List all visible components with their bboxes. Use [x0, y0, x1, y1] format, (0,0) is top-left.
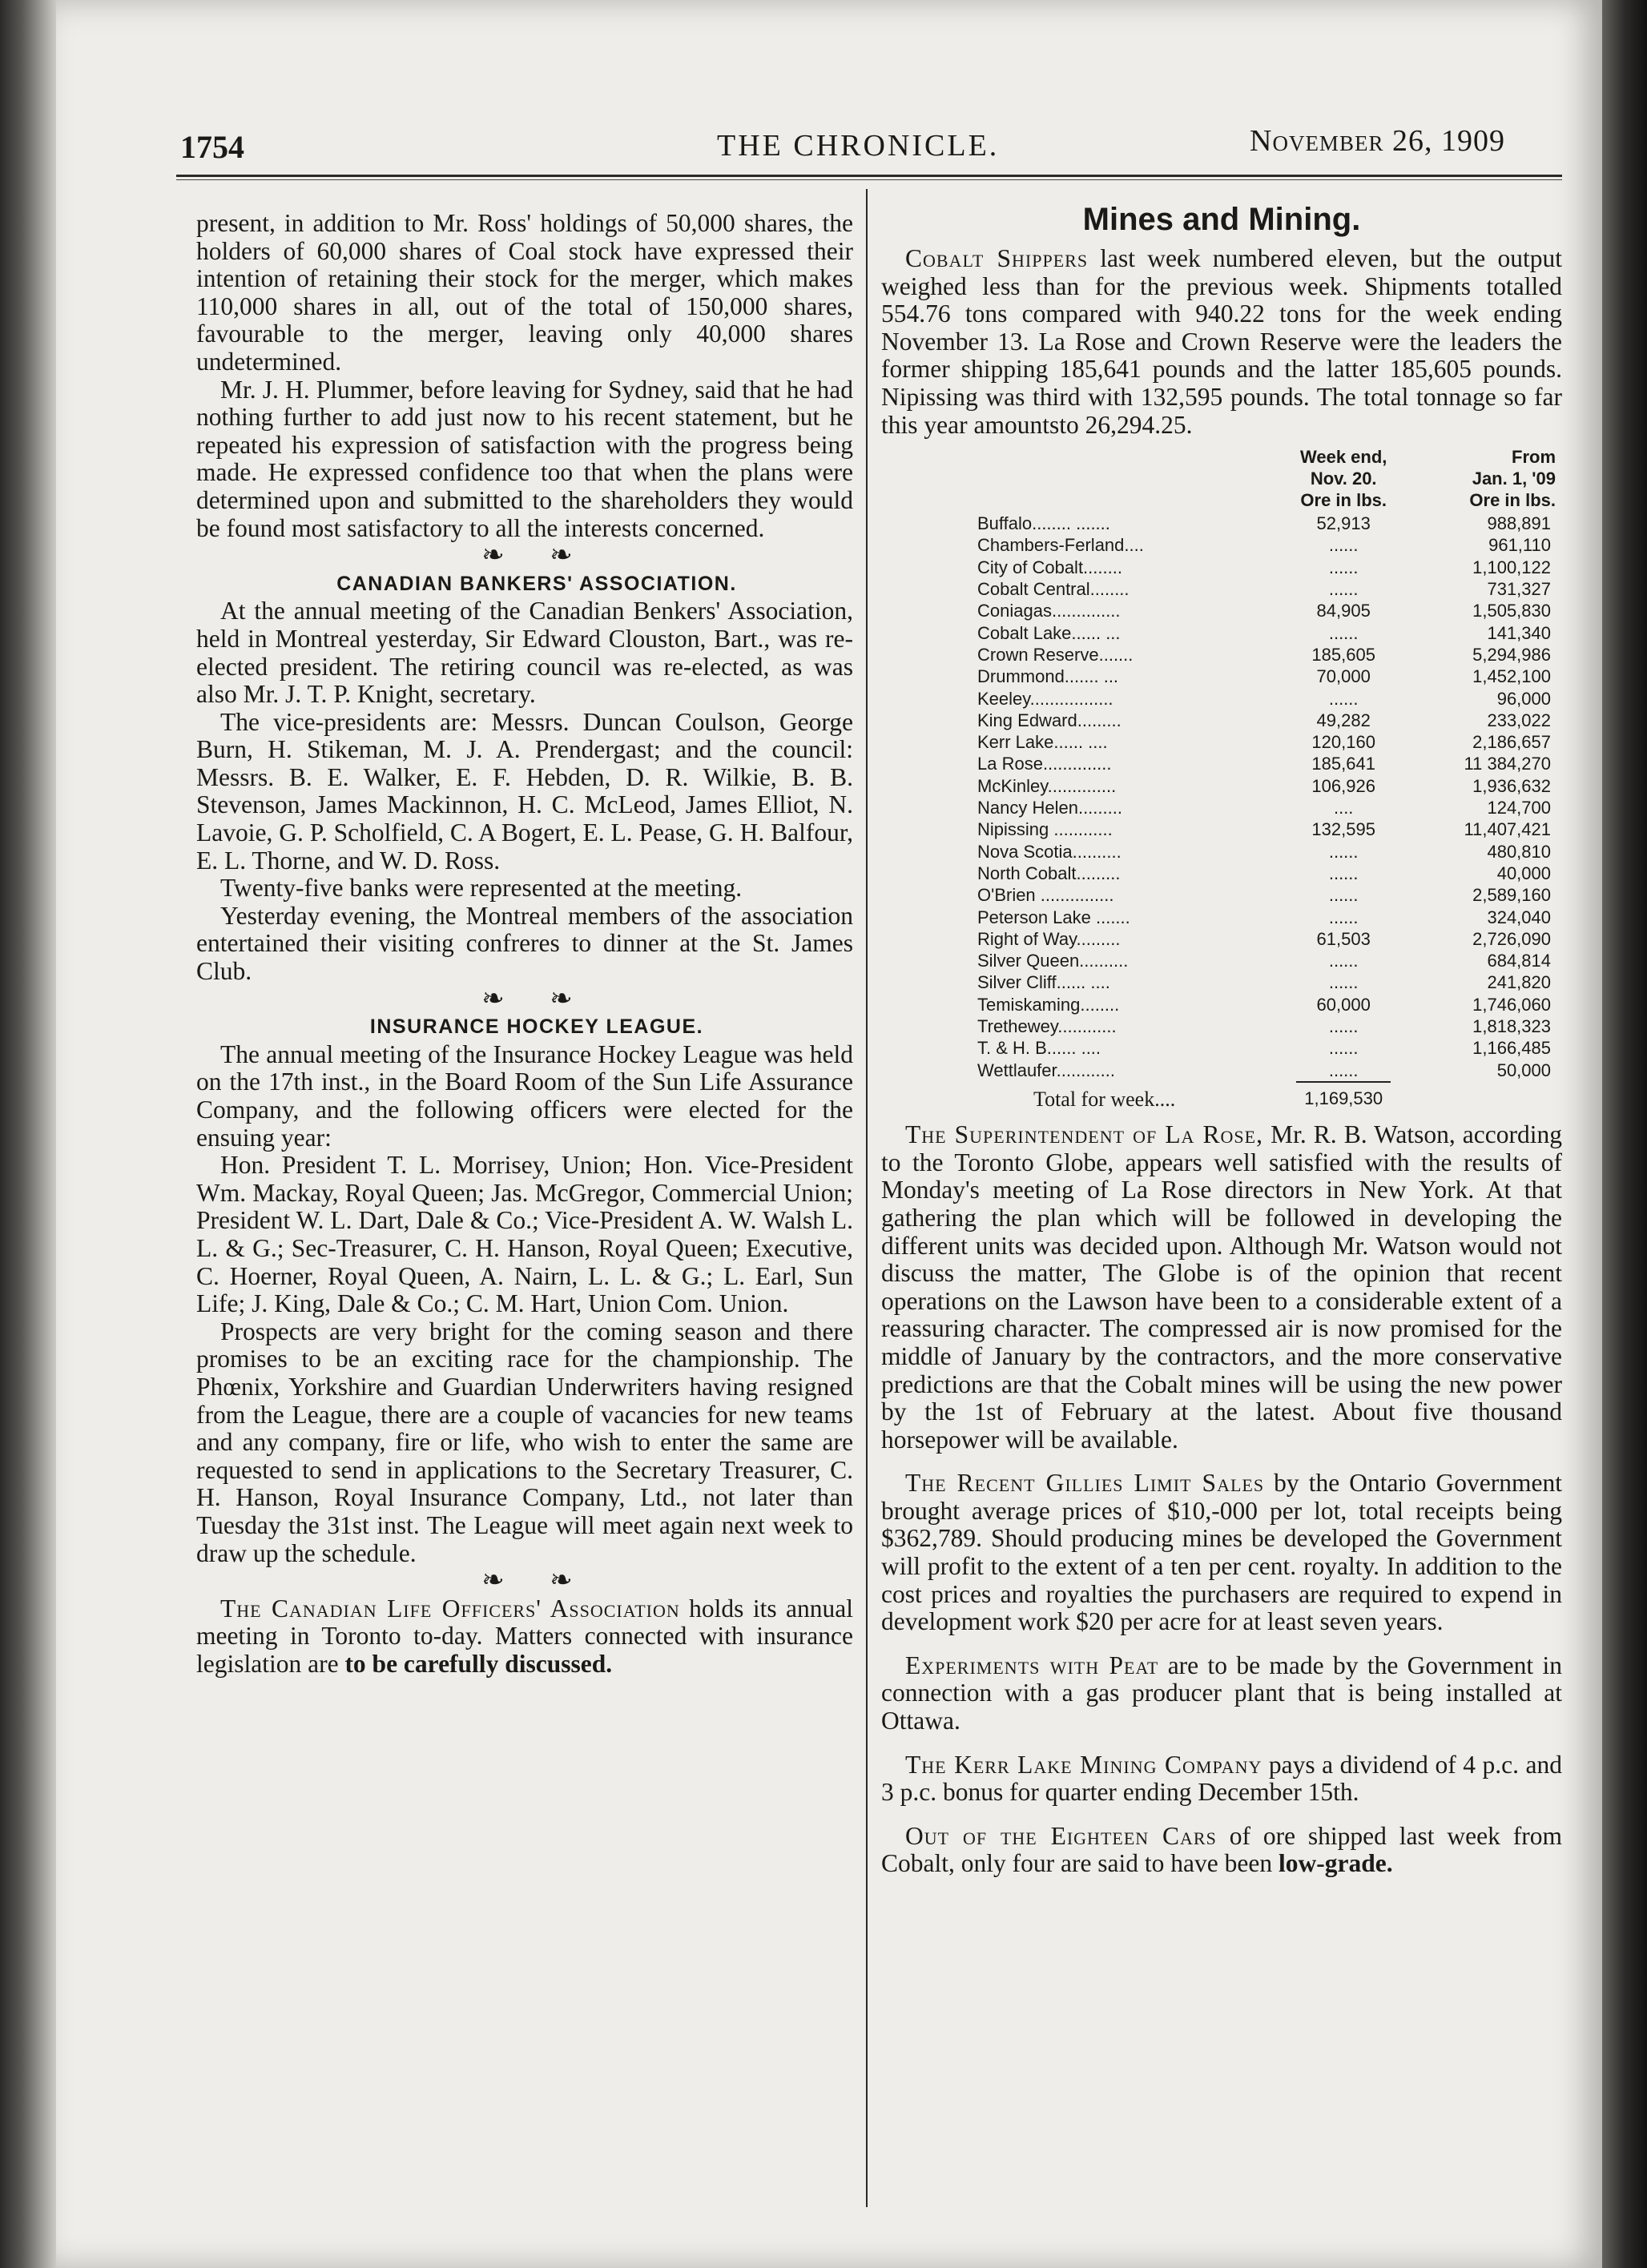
year-value: 40,000	[1496, 863, 1551, 883]
header-rule-thin	[176, 179, 1562, 180]
year-value: 1,452,100	[1472, 666, 1551, 687]
week-value: 132,595	[1311, 819, 1375, 840]
year-value: 50,000	[1496, 1060, 1551, 1080]
page-number: 1754	[180, 129, 244, 165]
mine-name: Buffalo........ .......	[977, 513, 1110, 534]
bankers-association-heading: CANADIAN BANKERS' ASSOCIATION.	[336, 572, 737, 595]
table-header-week	[1296, 445, 1391, 513]
life-officers-bold: to be carefully discussed.	[344, 1649, 613, 1678]
week-value: ......	[1328, 1015, 1359, 1036]
mine-name: Trethewey............	[977, 1015, 1117, 1036]
table-row	[977, 950, 1562, 971]
week-value: ......	[1328, 622, 1359, 643]
total-label: Total for week....	[1033, 1087, 1176, 1111]
week-value: 185,605	[1311, 644, 1375, 665]
mine-name: McKinley..............	[977, 775, 1117, 796]
cars-lead: Out of the Eighteen Cars	[905, 1821, 1217, 1850]
mine-name: Drummond....... ...	[977, 666, 1119, 687]
table-row	[977, 557, 1562, 578]
week-value: ......	[1328, 863, 1359, 883]
table-row	[977, 1037, 1562, 1059]
hockey-league-heading: INSURANCE HOCKEY LEAGUE.	[369, 1015, 704, 1039]
table-row	[977, 710, 1562, 731]
mine-name: Temiskaming........	[977, 994, 1120, 1015]
year-value: 124,700	[1487, 798, 1551, 818]
week-value: 185,641	[1311, 754, 1375, 774]
cobalt-shippers-lead: Cobalt Shippers	[905, 244, 1089, 272]
mine-name: O'Brien ...............	[977, 885, 1114, 906]
plummer-paragraph: Mr. J. H. Plummer, before leaving for Sydney, said that he had nothing further to add just now to his recent statement, but he repeated his expression of satisfaction with the progress being made. He expressed confidence too that when the plans were determined upon and submitted to the shareholders they would be found most satisfactory to all the interests concerned.	[196, 375, 853, 542]
week-value: ......	[1328, 1060, 1359, 1080]
week-value: ......	[1328, 972, 1359, 993]
table-row	[977, 1060, 1562, 1082]
total-empty	[1391, 1082, 1562, 1110]
bankers-paragraph-2: The vice-presidents are: Messrs. Duncan Coulson, George Burn, H. Stikeman, M. J. A. Prendergast; and the council: Messrs. B. E. Walker, E. F. Hebden, D. R. Wilkie, B. B. Stevenson, James Mackinnon, H. C. McLeod, James Elliot, N. Lavoie, G. P. Scholfield, C. A Bogert, E. L. Pease, G. H. Balfour, E. L. Thorne, and W. D. Ross.	[196, 707, 853, 875]
fleuron-ornament: ❧ ❧	[481, 541, 592, 571]
column-divider	[866, 189, 868, 2207]
total-row	[977, 1082, 1562, 1110]
cobalt-shippers-paragraph	[881, 245, 1562, 439]
week-value: 70,000	[1316, 666, 1371, 687]
life-officers-paragraph	[196, 1595, 853, 1679]
fleuron-ornament-3: ❧ ❧	[481, 1566, 592, 1596]
table-row	[977, 928, 1562, 950]
mine-name: Right of Way.........	[977, 928, 1121, 949]
week-value: ......	[1328, 907, 1359, 927]
life-officers-lead: The Canadian Life Officers' Association	[220, 1594, 680, 1623]
superintendent-paragraph	[881, 1121, 1562, 1454]
total-value: 1,169,530	[1296, 1082, 1391, 1110]
life-officers-text: holds its annual meeting in Toronto to-day. Matters connected with insurance legislation are	[196, 1594, 853, 1678]
year-value: 141,340	[1487, 622, 1551, 643]
table-row	[977, 666, 1562, 687]
year-value: 1,818,323	[1472, 1015, 1551, 1036]
mine-name: Crown Reserve.......	[977, 644, 1134, 665]
peat-paragraph	[881, 1652, 1562, 1735]
year-value: 241,820	[1487, 972, 1551, 993]
year-value: 684,814	[1487, 951, 1551, 971]
mines-heading: Mines and Mining.	[1082, 202, 1361, 237]
mine-name: Peterson Lake .......	[977, 907, 1130, 927]
gillies-paragraph	[881, 1470, 1562, 1636]
table-row	[977, 731, 1562, 753]
table-row	[977, 1015, 1562, 1037]
year-value: 1,100,122	[1472, 557, 1551, 577]
cars-paragraph	[881, 1823, 1562, 1878]
table-row	[977, 841, 1562, 863]
cars-text: of ore shipped last week from Cobalt, only four are said to have been	[881, 1821, 1562, 1878]
table-row	[977, 971, 1562, 993]
year-header-line-2: Jan. 1, '09	[1472, 468, 1556, 489]
gillies-text: by the Ontario Government brought average prices of $10,-000 per lot, total receipts being $362,789. Should producing mines be developed the Government will profit to the extent of a ten per cent. royalty. In addition to the cost prices and royalties the purchasers are required to expend in development work $20 per acre for at least seven years.	[881, 1469, 1562, 1636]
peat-text: are to be made by the Government in connection with a gas producer plant that is being installed at Ottawa.	[881, 1651, 1562, 1735]
week-value: ......	[1328, 557, 1359, 577]
table-header-name	[977, 445, 1296, 513]
table-row	[977, 644, 1562, 666]
superintendent-lead: The Superintendent of La Rose,	[905, 1120, 1263, 1149]
table-row	[977, 622, 1562, 644]
table-row	[977, 600, 1562, 621]
week-value: 52,913	[1316, 513, 1371, 534]
year-header-line-1: From	[1512, 447, 1556, 468]
page-header	[56, 120, 1602, 168]
bankers-paragraph-3: Twenty-five banks were represented at the meeting.	[220, 874, 743, 903]
mine-name: La Rose..............	[977, 754, 1112, 774]
bankers-paragraph-4: Yesterday evening, the Montreal members of the association entertained their visiting confreres to dinner at the St. James Club.	[196, 901, 853, 986]
publication-title: THE CHRONICLE.	[717, 129, 1000, 163]
year-value: 1,166,485	[1472, 1038, 1551, 1059]
table-row	[977, 818, 1562, 840]
hockey-paragraph-2: Hon. President T. L. Morrisey, Union; Hon. Vice-President Wm. Mackay, Royal Queen; Jas. McGregor, Commercial Union; President W. L. Dart, Dale & Co.; Vice-President A. W. Walsh L. L. & G.; Sec-Treasurer, C. H. Hanson, Royal Queen; Executive, C. Hoerner, Royal Queen, A. Nairn, L. L. & G.; L. Earl, Sun Life; J. King, Dale & Co.; C. M. Hart, Union Com. Union.	[196, 1151, 853, 1318]
gillies-lead: The Recent Gillies Limit Sales	[905, 1469, 1265, 1498]
week-value: 61,503	[1316, 928, 1371, 949]
week-value: 60,000	[1316, 994, 1371, 1015]
year-value: 11 384,270	[1464, 754, 1551, 774]
mine-name: Keeley.................	[977, 688, 1113, 709]
table-row	[977, 863, 1562, 884]
year-value: 2,186,657	[1472, 732, 1551, 753]
kerr-lake-lead: The Kerr Lake Mining Company	[905, 1750, 1262, 1779]
week-header-line-3: Ore in lbs.	[1300, 490, 1387, 511]
year-value: 233,022	[1487, 710, 1551, 730]
year-value: 961,110	[1488, 535, 1551, 556]
kerr-lake-paragraph	[881, 1751, 1562, 1807]
mine-name: Nipissing ............	[977, 819, 1113, 840]
table-row	[977, 578, 1562, 600]
mine-name: T. & H. B...... ....	[977, 1038, 1101, 1059]
mine-name: Wettlaufer............	[977, 1060, 1115, 1080]
table-row	[977, 884, 1562, 906]
week-value: ....	[1333, 798, 1354, 818]
year-value: 2,726,090	[1472, 928, 1551, 949]
year-value: 1,936,632	[1472, 775, 1551, 796]
mine-name: Cobalt Central........	[977, 579, 1130, 600]
table-row	[977, 753, 1562, 774]
year-value: 11,407,421	[1464, 819, 1551, 840]
year-value: 324,040	[1487, 907, 1551, 927]
mine-name: Coniagas..............	[977, 601, 1121, 621]
cobalt-shippers-text: last week numbered eleven, but the output weighed less than for the previous week. Shipments totalled 554.76 tons compared with 940.22 tons for the week ending November 13. La Rose and Crown Reserve were the leaders the former shipping 185,641 pounds and the latter 185,605 pounds. Nipissing was third with 132,595 pounds. The total tonnage so far this year amountsto 26,294.25.	[881, 244, 1562, 439]
bankers-paragraph-1: At the annual meeting of the Canadian Benkers' Association, held in Montreal yesterday, Sir Edward Clouston, Bart., was re-elected president. The retiring council was re-elected, as was also Mr. J. T. P. Knight, secretary.	[196, 597, 853, 709]
table-row	[977, 994, 1562, 1015]
table-header-row	[977, 445, 1562, 513]
week-value: ......	[1328, 688, 1359, 709]
newspaper-page	[56, 0, 1602, 2268]
week-value: ......	[1328, 841, 1359, 862]
mine-name: Chambers-Ferland....	[977, 535, 1144, 556]
year-value: 2,589,160	[1472, 885, 1551, 906]
mine-name: Silver Cliff...... ....	[977, 972, 1110, 993]
week-value: 84,905	[1316, 601, 1371, 621]
cars-bold: low-grade.	[1278, 1849, 1393, 1878]
week-value: ......	[1328, 579, 1359, 600]
header-rule	[176, 175, 1562, 177]
mine-name: North Cobalt.........	[977, 863, 1121, 883]
mine-name: Kerr Lake...... ....	[977, 732, 1108, 753]
week-value: ......	[1328, 885, 1359, 906]
page-edge-shadow	[1598, 0, 1647, 2268]
book-gutter	[0, 0, 62, 2268]
week-value: ......	[1328, 951, 1359, 971]
week-value: ......	[1328, 1038, 1359, 1059]
year-header-line-3: Ore in lbs.	[1469, 490, 1556, 511]
table-row	[977, 534, 1562, 556]
table-row	[977, 513, 1562, 534]
year-value: 480,810	[1487, 841, 1551, 862]
table-header-year	[1391, 445, 1562, 513]
merger-paragraph: present, in addition to Mr. Ross' holdings of 50,000 shares, the holders of 60,000 shares of Coal stock have expressed their intention of retaining their stock for the merger, which makes 110,000 shares in all, out of the total of 150,000 shares, favourable to the merger, leaving only 40,000 shares undetermined.	[196, 209, 853, 376]
table-row	[977, 907, 1562, 928]
table-row	[977, 775, 1562, 797]
mine-name: Nova Scotia..........	[977, 841, 1121, 862]
year-value: 1,746,060	[1472, 994, 1551, 1015]
mine-name: King Edward.........	[977, 710, 1121, 730]
kerr-lake-text: pays a dividend of 4 p.c. and 3 p.c. bonus for quarter ending December 15th.	[881, 1750, 1562, 1807]
shipments-table-body	[977, 513, 1562, 1082]
right-column	[881, 245, 1562, 1878]
week-value: 49,282	[1316, 710, 1371, 730]
hockey-paragraph-1: The annual meeting of the Insurance Hockey League was held on the 17th inst., in the Board Room of the Sun Life Assurance Company, and the following officers were elected for the ensuing year:	[196, 1040, 853, 1152]
shipments-table	[977, 445, 1562, 1110]
mine-name: Cobalt Lake...... ...	[977, 622, 1121, 643]
week-value: 106,926	[1311, 775, 1375, 796]
peat-lead: Experiments with Peat	[905, 1651, 1159, 1679]
hockey-paragraph-3: Prospects are very bright for the coming season and there promises to be an exciting race for the championship. The Phœnix, Yorkshire and Guardian Underwriters having resigned from the League, there are a couple of vacancies for new teams and any company, fire or life, who wish to enter the same are requested to send in applications to the Secretary Treasurer, C. H. Hanson, Royal Insurance Company, Ltd., not later than Tuesday the 31st inst. The League will meet again next week to draw up the schedule.	[196, 1317, 853, 1567]
mine-name: Silver Queen..........	[977, 951, 1129, 971]
issue-date: November 26, 1909	[1250, 124, 1505, 158]
superintendent-text: Mr. R. B. Watson, according to the Toronto Globe, appears well satisfied with the results of Monday's meeting of La Rose directors in New York. At that gathering the plan which will be followed in developing the different units was decided upon. Although Mr. Watson would not discuss the matter, The Globe is of the opinion that recent operations on the Lawson have been to a considerable extent of a reassuring character. The compressed air is now promised for the middle of January by the contractors, and the more conservative predictions are that the Cobalt mines will be using the new power by the 1st of February at the latest. About five thousand horsepower will be available.	[881, 1120, 1562, 1454]
table-row	[977, 688, 1562, 710]
year-value: 1,505,830	[1472, 601, 1551, 621]
week-value: ......	[1328, 535, 1359, 556]
mine-name: Nancy Helen.........	[977, 798, 1122, 818]
left-column	[196, 210, 853, 1678]
year-value: 5,294,986	[1472, 644, 1551, 665]
mine-name: City of Cobalt........	[977, 557, 1122, 577]
fleuron-ornament-2: ❧ ❧	[481, 983, 592, 1014]
week-value: 120,160	[1311, 732, 1375, 753]
year-value: 731,327	[1487, 579, 1551, 600]
table-row	[977, 797, 1562, 818]
week-header-line-2: Nov. 20.	[1310, 468, 1377, 489]
year-value: 96,000	[1496, 688, 1551, 709]
year-value: 988,891	[1487, 513, 1551, 534]
week-header-line-1: Week end,	[1299, 447, 1387, 468]
